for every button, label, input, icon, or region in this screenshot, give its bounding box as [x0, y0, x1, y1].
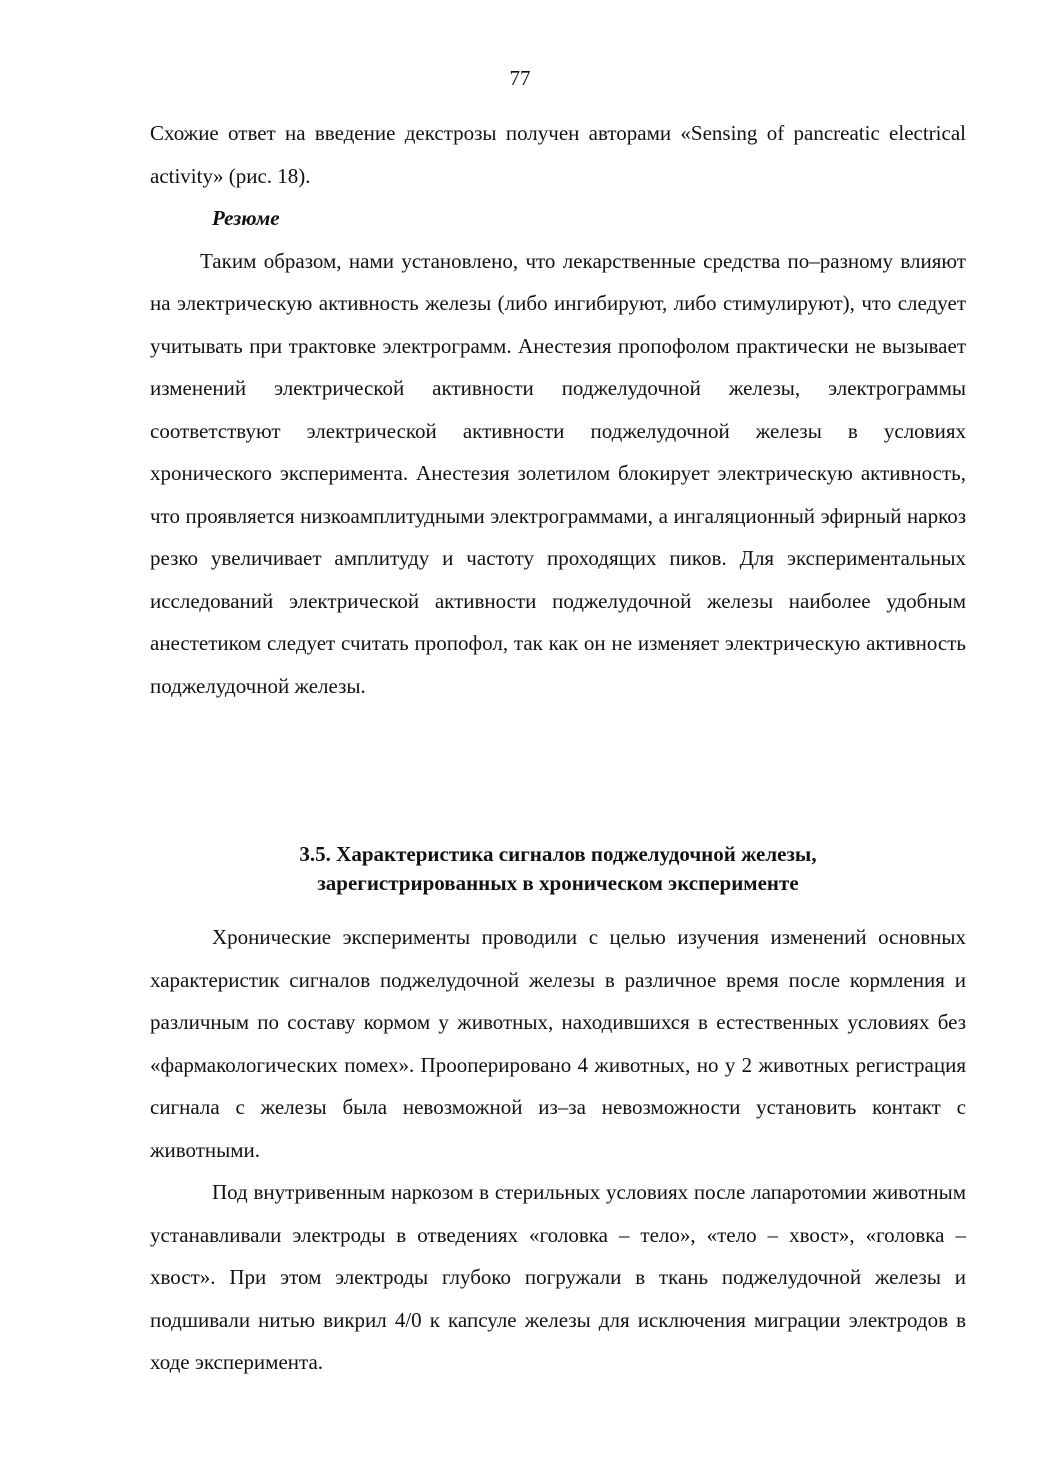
- section-heading: [150, 840, 966, 898]
- paragraph-electrode-placement: Под внутривенным наркозом в стерильных условиях после лапаротомии животным устанавливали электроды в отведениях «головка – тело», «тело – хвост», «головка – хвост». При этом электроды глубоко погружали в ткань поджелудочной железы и подшивали нитью викрил 4/0 к капсуле железы для исключения миграции электродов в ходе эксперимента.: [150, 1180, 966, 1374]
- paragraph-chronic-experiments: Хронические эксперименты проводили с целью изучения изменений основных характеристик сигналов поджелудочной железы в различное время после кормления и различным по составу кормом у животных, находившихся в естественных условиях без «фармакологических помех». Прооперировано 4 животных, но у 2 животных регистрация сигнала с железы была невозможной из–за невозможности установить контакт с животными.: [150, 925, 966, 1162]
- paragraph-resume: Таким образом, нами установлено, что лекарственные средства по–разному влияют на электрическую активность железы (либо ингибируют, либо стимулируют), что следует учитывать при трактовке электрограмм. Анестезия пропофолом практически не вызывает изменений электрической активности поджелудочной железы, электрограммы соответствуют электрической активности поджелудочной железы в условиях хронического эксперимента. Анестезия золетилом блокирует электрическую активность, что проявляется низкоамплитудными электрограммами, а ингаляционный эфирный наркоз резко увеличивает амплитуду и частоту проходящих пиков. Для экспериментальных исследований электрической активности поджелудочной железы наиболее удобным анестетиком следует считать пропофол, так как он не изменяет электрическую активность поджелудочной железы.: [150, 248, 966, 698]
- page-number: 77: [509, 66, 531, 90]
- section-heading-line-2: зарегистрированных в хроническом эксперименте: [317, 871, 799, 895]
- top-text-block: [150, 112, 966, 707]
- section-heading-line-1: 3.5. Характеристика сигналов поджелудочной железы,: [299, 842, 817, 866]
- resume-heading: Резюме: [212, 206, 280, 230]
- section-text-block: [150, 916, 966, 1384]
- paragraph-dextrose-response: Схожие ответ на введение декстрозы получен авторами «Sensing of pancreatic electrical activity» (рис. 18).: [150, 121, 966, 188]
